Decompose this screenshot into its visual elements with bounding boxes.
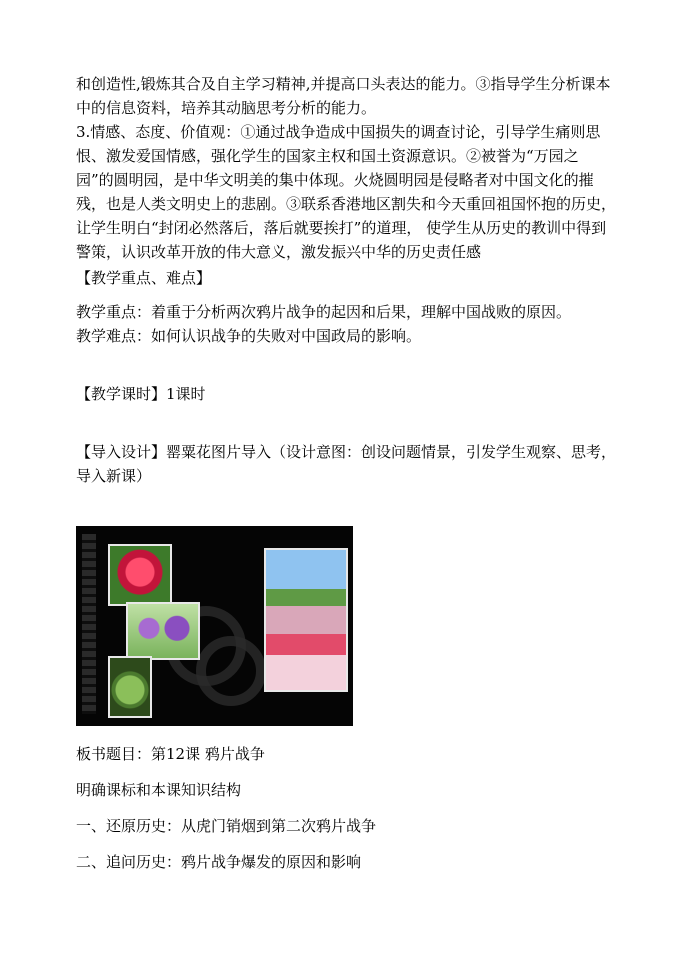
board-title: 板书题目：第12课 鸦片战争 bbox=[76, 745, 265, 763]
poppy-field-image bbox=[264, 548, 348, 692]
paragraph-values: 3.情感、态度、价值观：①通过战争造成中国损失的调查讨论，引导学生痛则思恨、激发爱国情感，强化学生的国家主权和国土资源意识。②被誉为“万园之园”的圆明园，是中华文明美的集中体现。火烧圆明园是侵略者对中国文化的摧残，也是人类文明史上的悲剧。③联系香港地区割失和今天重回祖国怀抱的历史，让学生明白“封闭必然落后，落后就要挨打”的道理， 使学生从历史的教训中得到警策，认识改革开放的伟大意义，激发振兴中华的历史责任感 bbox=[76, 123, 617, 261]
knowledge-structure: 明确课标和本课知识结构 bbox=[76, 781, 242, 799]
teaching-focus: 教学重点：着重于分析两次鸦片战争的起因和后果，理解中国战败的原因。 bbox=[76, 303, 572, 321]
heading-focus-difficulty: 【教学重点、难点】 bbox=[76, 269, 212, 287]
poppy-seed-pod-image bbox=[108, 656, 152, 718]
poppy-photo-collage bbox=[76, 526, 353, 726]
board-section bbox=[76, 742, 616, 874]
outline-item-1: 一、还原历史：从虎门销烟到第二次鸦片战争 bbox=[76, 817, 377, 835]
purple-poppy-image bbox=[126, 602, 200, 660]
red-poppy-image bbox=[108, 544, 172, 606]
paragraph-abilities: 和创造性,锻炼其合及自主学习精神,并提高口头表达的能力。③指导学生分析课本中的信息资料，培养其动脑思考分析的能力。 bbox=[76, 75, 611, 117]
outline-item-2: 二、追问历史：鸦片战争爆发的原因和影响 bbox=[76, 853, 362, 871]
teaching-period: 【教学课时】1课时 bbox=[76, 385, 206, 403]
document-body bbox=[76, 72, 616, 488]
teaching-difficulty: 教学难点：如何认识战争的失败对中国政局的影响。 bbox=[76, 327, 422, 345]
film-strip-decoration bbox=[82, 534, 96, 714]
intro-design: 【导入设计】罂粟花图片导入（设计意图：创设问题情景，引发学生观察、思考，导入新课） bbox=[76, 443, 617, 485]
